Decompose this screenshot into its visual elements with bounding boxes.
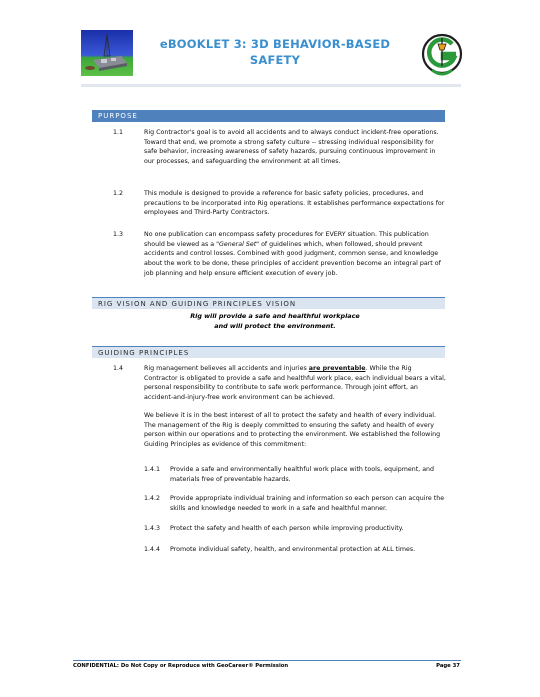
geocareer-logo-icon <box>419 30 465 80</box>
section-heading-purpose: PURPOSE <box>92 110 445 122</box>
item-number: 1.4 <box>113 365 124 372</box>
vision-line-2: and will protect the environment. <box>214 321 336 330</box>
item-number: 1.2 <box>113 190 124 197</box>
principle-1-4-4: Promote individual safety, health, and environmental protection at ALL times. <box>170 546 416 553</box>
vision-statement <box>140 312 410 332</box>
paragraph-1-3-start: No one publication can encompass safety procedures for EVERY situation. This publication should be viewed as a <box>144 231 429 248</box>
subitem-number: 1.4.4 <box>144 546 161 553</box>
title-line-2: SAFETY <box>249 53 301 67</box>
header-divider <box>81 84 461 87</box>
paragraph-1-4-end: . While the Rig Contractor is obligated to provide a safe and healthful work place, each individual bears a vital, personal responsibility to contribute to safe work performance. Through joint effort, an accident-and-injury-free work environment can be achieved. <box>144 365 446 402</box>
title-line-1: eBOOKLET 3: 3D BEHAVIOR-BASED <box>159 37 391 51</box>
subitem-number: 1.4.1 <box>144 466 161 473</box>
vision-line-1: Rig will provide a safe and healthful workplace <box>190 312 360 320</box>
paragraph-1-3-end: of guidelines which, when followed, should prevent accidents and control losses. Combined with good judgment, common sense, and knowledge about the work to be done, these principles of accident prevention become an integral part of job planning and help ensure efficient execution of every job. <box>144 240 441 277</box>
principle-1-4-2: Provide appropriate individual training and information so each person can acquire the skills and knowledge needed to work in a safe and healthful manner. <box>170 495 445 512</box>
are-preventable-emphasis: are preventable <box>308 365 366 372</box>
paragraph-1-1: Rig Contractor's goal is to avoid all accidents and to always conduct incident-free operations. Toward that end, we promote a strong safety culture -- stressing individual responsibility for safe behavior, increasing awareness of safety hazards, pursuing continuous improvement in our processes, and safeguarding the environment at all times. <box>144 129 439 166</box>
principle-1-4-1: Provide a safe and environmentally healthful work place with tools, equipment, and materials free of preventable hazards. <box>170 466 435 483</box>
footer-divider <box>73 660 461 661</box>
paragraph-1-4 <box>144 364 446 403</box>
rig-logo-image <box>81 30 133 76</box>
section-heading-guiding-principles: GUIDING PRINCIPLES <box>92 346 445 358</box>
paragraph-1-4-commitment: We believe it is in the best interest of all to protect the safety and health of every individual. The management of the Rig is deeply committed to ensuring the safety and health of every person within our operations and to protecting the environment. We established the following Guiding Principles as evidence of this commitment: <box>144 412 441 449</box>
paragraph-1-3 <box>144 230 446 279</box>
page-number: Page 37 <box>436 663 460 669</box>
item-number: 1.3 <box>113 231 124 238</box>
subitem-number: 1.4.3 <box>144 525 161 532</box>
paragraph-1-2: This module is designed to provide a reference for basic safety policies, procedures, and precautions to be incorporated into Rig operations. It establishes performance expectations for employees and Third-Party Contractors. <box>144 190 445 217</box>
paragraph-1-4-start: Rig management believes all accidents and injuries <box>144 365 309 372</box>
section-heading-vision: RIG VISION AND GUIDING PRINCIPLES VISION <box>92 297 445 309</box>
page-title <box>140 36 410 68</box>
subitem-number: 1.4.2 <box>144 495 161 502</box>
general-set-emphasis: "General Set" <box>216 240 260 248</box>
confidential-notice: CONFIDENTIAL: Do Not Copy or Reproduce with GeoCareer® Permission <box>73 663 289 669</box>
item-number: 1.1 <box>113 129 124 136</box>
principle-1-4-3: Protect the safety and health of each person while improving productivity. <box>170 525 404 532</box>
